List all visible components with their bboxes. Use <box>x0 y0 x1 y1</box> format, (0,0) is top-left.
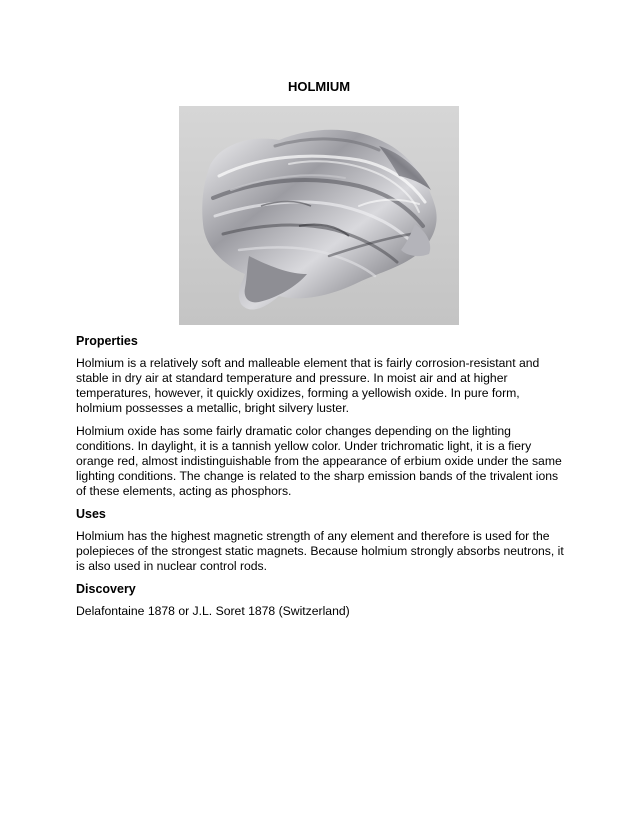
page-title: HOLMIUM <box>287 79 351 94</box>
uses-paragraph: Holmium has the highest magnetic strength of any element and therefore is used for the polepieces of the strongest static magnets. Because holmium strongly absorbs neutrons, it is also used in nuclear control rods. <box>76 529 564 573</box>
discovery-paragraph: Delafontaine 1878 or J.L. Soret 1878 (Switzerland) <box>76 604 350 618</box>
discovery-heading: Discovery <box>76 582 136 596</box>
holmium-metal-illustration <box>179 106 459 325</box>
uses-heading: Uses <box>76 507 106 521</box>
properties-paragraph-2: Holmium oxide has some fairly dramatic color changes depending on the lighting conditions. In daylight, it is a tannish yellow color. Under trichromatic light, it is a fiery orange red, almost indistinguishable from the appearance of erbium oxide under the same lighting conditions. The change is related to the sharp emission bands of the trivalent ions of these elements, acting as phosphors. <box>76 424 562 498</box>
holmium-sample-image <box>179 106 459 325</box>
properties-paragraph-1: Holmium is a relatively soft and malleable element that is fairly corrosion-resistant and stable in dry air at standard temperature and pressure. In moist air and at higher temperatures, however, it quickly oxidizes, forming a yellowish oxide. In pure form, holmium possesses a metallic, bright silvery luster. <box>76 356 540 415</box>
properties-heading: Properties <box>76 334 138 348</box>
document-body <box>76 334 568 627</box>
